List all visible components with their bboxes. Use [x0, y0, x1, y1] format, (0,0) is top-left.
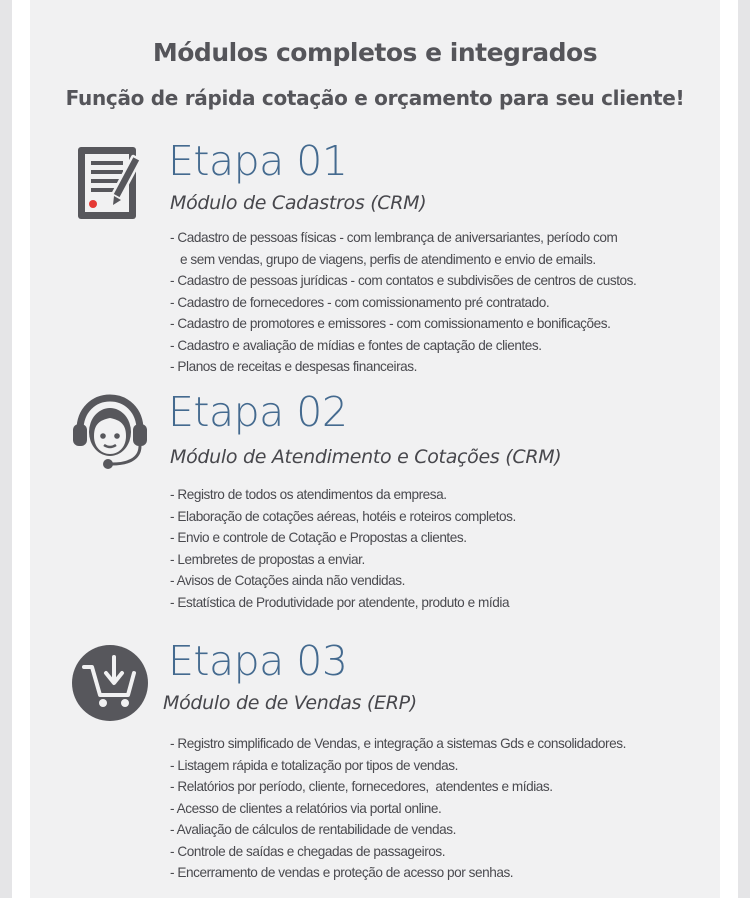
page-subtitle: Função de rápida cotação e orçamento para seu cliente!	[65, 86, 685, 110]
page-title: Módulos completos e integrados	[152, 38, 598, 67]
stage-1-subtitle: Módulo de Cadastros (CRM)	[170, 192, 427, 214]
left-side-strip	[0, 0, 12, 898]
stage-1-title: Etapa 01	[168, 137, 348, 185]
list-item: - Relatórios por período, cliente, fornecedores, atendentes e mídias.	[170, 779, 553, 794]
list-item: - Cadastro de pessoas físicas - com lembrança de aniversariantes, período com	[170, 230, 618, 245]
list-item: - Planos de receitas e despesas financeiras.	[170, 359, 417, 374]
headset-agent-icon	[70, 392, 150, 472]
list-item: - Cadastro de fornecedores - com comissionamento pré contratado.	[170, 294, 550, 310]
list-item: - Acesso de clientes a relatórios via portal online.	[170, 800, 442, 816]
shopping-cart-icon	[70, 643, 150, 723]
stage-1-list	[170, 227, 730, 378]
stage-2-subtitle: Módulo de Atendimento e Cotações (CRM)	[170, 446, 562, 468]
stage-2-title: Etapa 02	[168, 388, 348, 436]
list-item: - Estatística de Produtividade por atendente, produto e mídia	[170, 594, 510, 610]
stage-3-title: Etapa 03	[168, 637, 348, 685]
stage-2-list	[170, 484, 730, 613]
list-item: - Encerramento de vendas e proteção de acesso por senhas.	[170, 865, 514, 880]
list-item: - Cadastro e avaliação de mídias e fontes de captação de clientes.	[170, 337, 542, 353]
list-item: - Registro de todos os atendimentos da empresa.	[170, 487, 447, 502]
list-item: - Listagem rápida e totalização por tipos de vendas.	[170, 757, 458, 773]
right-side-strip	[738, 0, 750, 898]
list-item: - Cadastro de pessoas jurídicas - com contatos e subdivisões de centros de custos.	[170, 273, 637, 288]
list-item: - Cadastro de promotores e emissores - com comissionamento e bonificações.	[170, 316, 611, 331]
form-edit-icon	[74, 143, 154, 223]
list-item: - Lembretes de propostas a enviar.	[170, 551, 365, 567]
list-item: - Controle de saídas e chegadas de passageiros.	[170, 843, 446, 859]
stage-3-subtitle: Módulo de de Vendas (ERP)	[163, 692, 417, 714]
list-item: - Envio e controle de Cotação e Propostas a clientes.	[170, 530, 467, 545]
stage-3-list	[170, 733, 730, 884]
list-item: - Registro simplificado de Vendas, e integração a sistemas Gds e consolidadores.	[170, 736, 626, 751]
list-item: e sem vendas, grupo de viagens, perfis de atendimento e envio de emails.	[170, 251, 596, 267]
list-item: - Avisos de Cotações ainda não vendidas.	[170, 573, 405, 588]
list-item: - Avaliação de cálculos de rentabilidade de vendas.	[170, 822, 456, 837]
list-item: - Elaboração de cotações aéreas, hotéis e roteiros completos.	[170, 508, 516, 524]
